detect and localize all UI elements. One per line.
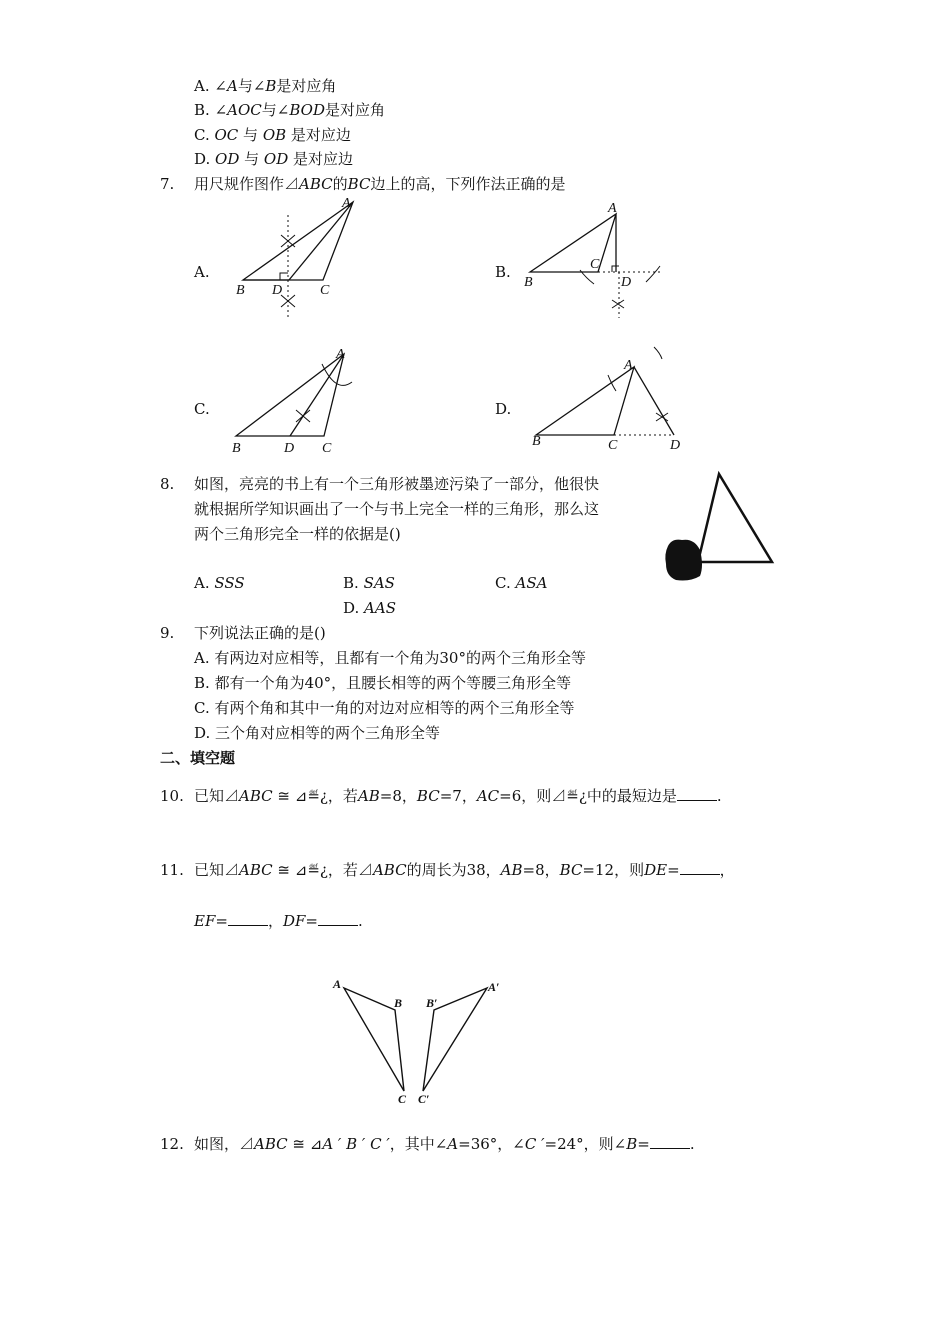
q10-answer-blank[interactable]	[677, 786, 717, 801]
q7c-label-b: B	[232, 441, 241, 456]
q7c-label-d: D	[284, 441, 295, 456]
q7-figure-a	[230, 195, 370, 325]
q7b-label-d: D	[621, 275, 632, 290]
q11-number: 11.	[160, 861, 184, 879]
q12-answer-blank[interactable]	[650, 1134, 690, 1149]
q11-fig-label-b-prime: B′	[426, 996, 438, 1010]
q7a-label-c: C	[320, 283, 330, 298]
q7-option-a-label: A.	[194, 263, 210, 281]
q11-congruent-triangles-figure	[330, 975, 520, 1110]
q7a-label-a: A	[342, 196, 351, 211]
q11-fig-label-a-prime: A′	[488, 980, 500, 994]
q7d-label-a: A	[624, 358, 633, 373]
q7a-label-d: D	[272, 283, 283, 298]
ink-stain	[665, 540, 702, 581]
q7b-label-a: A	[608, 201, 617, 216]
q11-fig-label-a: A	[333, 977, 342, 991]
q6-option-d: D. OD 与 OD 是对应边	[194, 150, 354, 168]
q6-option-a: A. ∠A与∠B是对应角	[194, 77, 337, 95]
q7-figure-c	[228, 342, 368, 457]
q10-number: 10.	[160, 787, 184, 805]
q9-option-c: C. 有两个角和其中一角的对边对应相等的两个三角形全等	[194, 699, 575, 717]
q11-df-blank[interactable]	[318, 911, 358, 926]
q11-stem-2: EF= ，DF= .	[194, 912, 363, 930]
q7d-label-c: C	[608, 438, 618, 453]
q7d-label-b: B	[532, 434, 541, 449]
section-heading-fill-in: 二、填空题	[160, 749, 236, 767]
q7a-label-b: B	[236, 283, 245, 298]
q6-option-b: B. ∠AOC与∠BOD是对应角	[194, 101, 385, 119]
q10-stem: 已知⊿ABC ≅ ⊿≝¿，若AB=8，BC=7，AC=6，则⊿≝¿中的最短边是 .	[194, 787, 722, 805]
q6-option-c: C. OC 与 OB 是对应边	[194, 126, 351, 144]
q7-option-c-label: C.	[194, 400, 210, 418]
q11-de-blank[interactable]	[680, 860, 720, 875]
q11-fig-label-b: B	[394, 996, 403, 1010]
q7-figure-b	[520, 200, 670, 320]
q8-line-3: 两个三角形完全一样的依据是()	[194, 525, 401, 543]
q9-option-a: A. 有两边对应相等，且都有一个角为30°的两个三角形全等	[194, 649, 586, 667]
q8-line-2: 就根据所学知识画出了一个与书上完全一样的三角形，那么这	[194, 500, 600, 518]
q7b-label-c: C	[590, 257, 600, 272]
q11-fig-label-c: C	[398, 1092, 407, 1106]
q11-stem: 已知⊿ABC ≅ ⊿≝¿，若⊿ABC的周长为38，AB=8，BC=12，则DE= ，	[194, 861, 735, 879]
q7-option-d-label: D.	[495, 400, 512, 418]
q11-ef-blank[interactable]	[228, 911, 268, 926]
q8-option-a: A. SSS	[194, 574, 245, 592]
q12-number: 12.	[160, 1135, 184, 1153]
q7c-label-a: A	[336, 347, 345, 362]
q8-ink-triangle-figure	[660, 470, 780, 590]
q7-figure-d	[528, 345, 688, 455]
q8-option-d: D. AAS	[343, 599, 396, 617]
q7-stem: 用尺规作图作⊿ABC的BC边上的高，下列作法正确的是	[194, 175, 566, 193]
q9-stem: 下列说法正确的是()	[194, 624, 326, 642]
q12-stem: 如图，⊿ABC ≅ ⊿A ′ B ′ C ′，其中∠A=36°，∠C ′=24°，则∠B= .	[194, 1135, 695, 1153]
q7d-label-d: D	[670, 438, 681, 453]
q11-fig-label-c-prime: C′	[418, 1092, 430, 1106]
q8-option-b: B. SAS	[343, 574, 395, 592]
q9-option-b: B. 都有一个角为40°，且腰长相等的两个等腰三角形全等	[194, 674, 572, 692]
q7-number: 7.	[160, 175, 175, 193]
q7-option-b-label: B.	[495, 263, 511, 281]
q8-line-1: 如图，亮亮的书上有一个三角形被墨迹污染了一部分，他很快	[194, 475, 600, 493]
q9-option-d: D. 三个角对应相等的两个三角形全等	[194, 724, 441, 742]
q9-number: 9.	[160, 624, 175, 642]
q8-number: 8.	[160, 475, 175, 493]
q7b-label-b: B	[524, 275, 533, 290]
q7c-label-c: C	[322, 441, 332, 456]
q8-option-c: C. ASA	[495, 574, 548, 592]
